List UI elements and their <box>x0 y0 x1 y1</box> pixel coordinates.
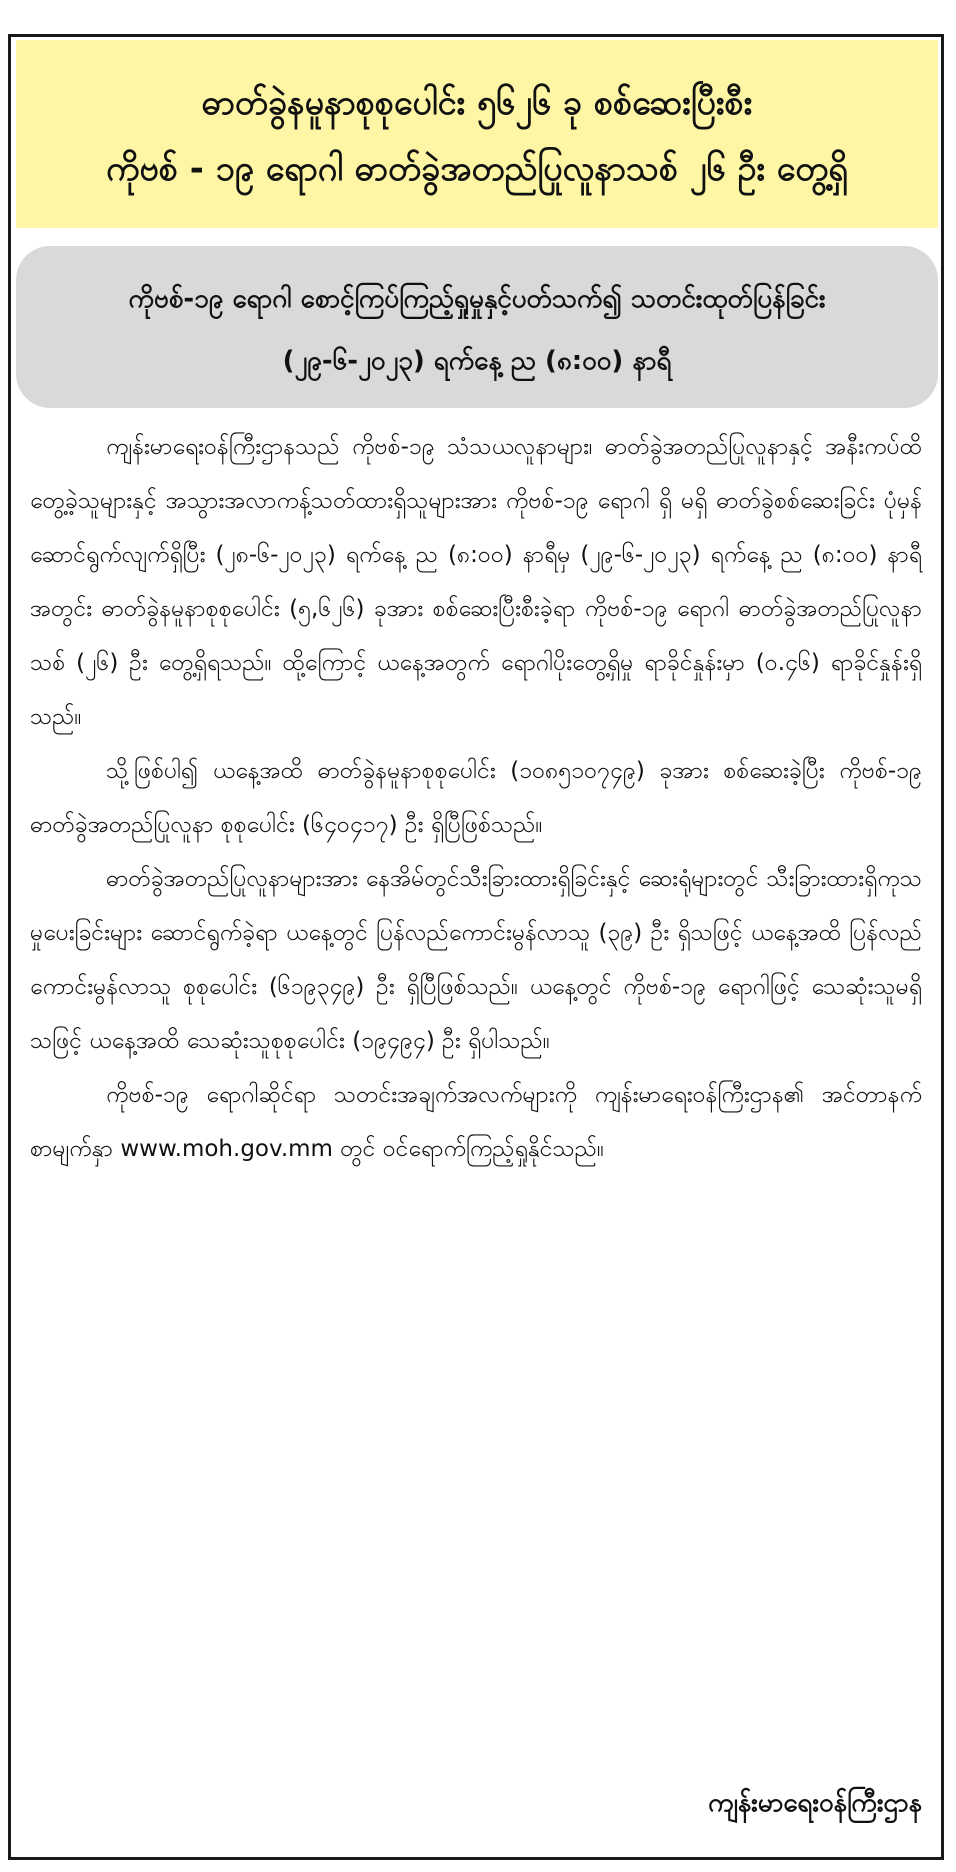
body-paragraph-1: ကျန်းမာရေးဝန်ကြီးဌာနသည် ကိုဗစ်-၁၉ သံသယလူနာများ၊ ဓာတ်ခွဲအတည်ပြုလူနာနှင့် အနီးကပ်ထိတွေ့ခဲ့သူများနှင့် အသွားအလာကန့်သတ်ထားရှိသူများအား ကိုဗစ်-၁၉ ရောဂါ ရှိ မရှိ ဓာတ်ခွဲစစ်ဆေးခြင်း ပုံမှန်ဆောင်ရွက်လျက်ရှိပြီး (၂၈-၆-၂၀၂၃) ရက်နေ့ ည (၈:၀၀) နာရီမှ (၂၉-၆-၂၀၂၃) ရက်နေ့ ည (၈:၀၀) နာရီအတွင်း ဓာတ်ခွဲနမူနာစုစုပေါင်း (၅,၆၂၆) ခုအား စစ်ဆေးပြီးစီးခဲ့ရာ ကိုဗစ်-၁၉ ရောဂါ ဓာတ်ခွဲအတည်ပြုလူနာသစ် (၂၆) ဦး တွေ့ရှိရသည်။ ထို့ကြောင့် ယနေ့အတွက် ရောဂါပိုးတွေ့ရှိမှု ရာခိုင်နှုန်းမှာ (၀.၄၆) ရာခိုင်နှုန်းရှိသည်။ <box>30 434 922 730</box>
body-paragraph-3: ဓာတ်ခွဲအတည်ပြုလူနာများအား နေအိမ်တွင်သီးခြားထားရှိခြင်းနှင့် ဆေးရုံများတွင် သီးခြားထားရှိကုသမှုပေးခြင်းများ ဆောင်ရွက်ခဲ့ရာ ယနေ့တွင် ပြန်လည်ကောင်းမွန်လာသူ (၃၉) ဦး ရှိသဖြင့် ယနေ့အထိ ပြန်လည်ကောင်းမွန်လာသူ စုစုပေါင်း (၆၁၉၃၄၉) ဦး ရှိပြီဖြစ်သည်။ ယနေ့တွင် ကိုဗစ်-၁၉ ရောဂါဖြင့် သေဆုံးသူမရှိသဖြင့် ယနေ့အထိ သေဆုံးသူစုစုပေါင်း (၁၉၄၉၄) ဦး ရှိပါသည်။ <box>30 866 922 1054</box>
headline-banner <box>16 40 938 228</box>
headline-line-1: ဓာတ်ခွဲနမူနာစုစုပေါင်း ၅၆၂၆ ခု စစ်ဆေးပြီးစီး <box>201 83 753 123</box>
signature: ကျန်းမာရေးဝန်ကြီးဌာန <box>708 1788 922 1818</box>
subhead-banner <box>16 246 938 408</box>
body-paragraph-4: ကိုဗစ်-၁၉ ရောဂါဆိုင်ရာ သတင်းအချက်အလက်များကို ကျန်းမာရေးဝန်ကြီးဌာန၏ အင်တာနက်စာမျက်နှာ www.moh.gov.mm တွင် ဝင်ရောက်ကြည့်ရှုနိုင်သည်။ <box>30 1082 922 1162</box>
body-paragraph-2: သို့ဖြစ်ပါ၍ ယနေ့အထိ ဓာတ်ခွဲနမူနာစုစုပေါင်း (၁၀၈၅၁၀၇၄၉) ခုအား စစ်ဆေးခဲ့ပြီး ကိုဗစ်-၁၉ ဓာတ်ခွဲအတည်ပြုလူနာ စုစုပေါင်း (၆၄၀၄၁၇) ဦး ရှိပြီဖြစ်သည်။ <box>30 758 922 838</box>
headline-line-2: ကိုဗစ် - ၁၉ ရောဂါ ဓာတ်ခွဲအတည်ပြုလူနာသစ် ၂၆ ဦး တွေ့ရှိ <box>106 149 848 189</box>
subhead-line-1: ကိုဗစ်-၁၉ ရောဂါ စောင့်ကြပ်ကြည့်ရှုမှုနှင့်ပတ်သက်၍ သတင်းထုတ်ပြန်ခြင်း <box>128 284 826 314</box>
subhead-line-2: (၂၉-၆-၂၀၂၃) ရက်နေ့ ည (၈:၀၀) နာရီ <box>282 346 672 376</box>
article-body <box>30 420 922 1176</box>
